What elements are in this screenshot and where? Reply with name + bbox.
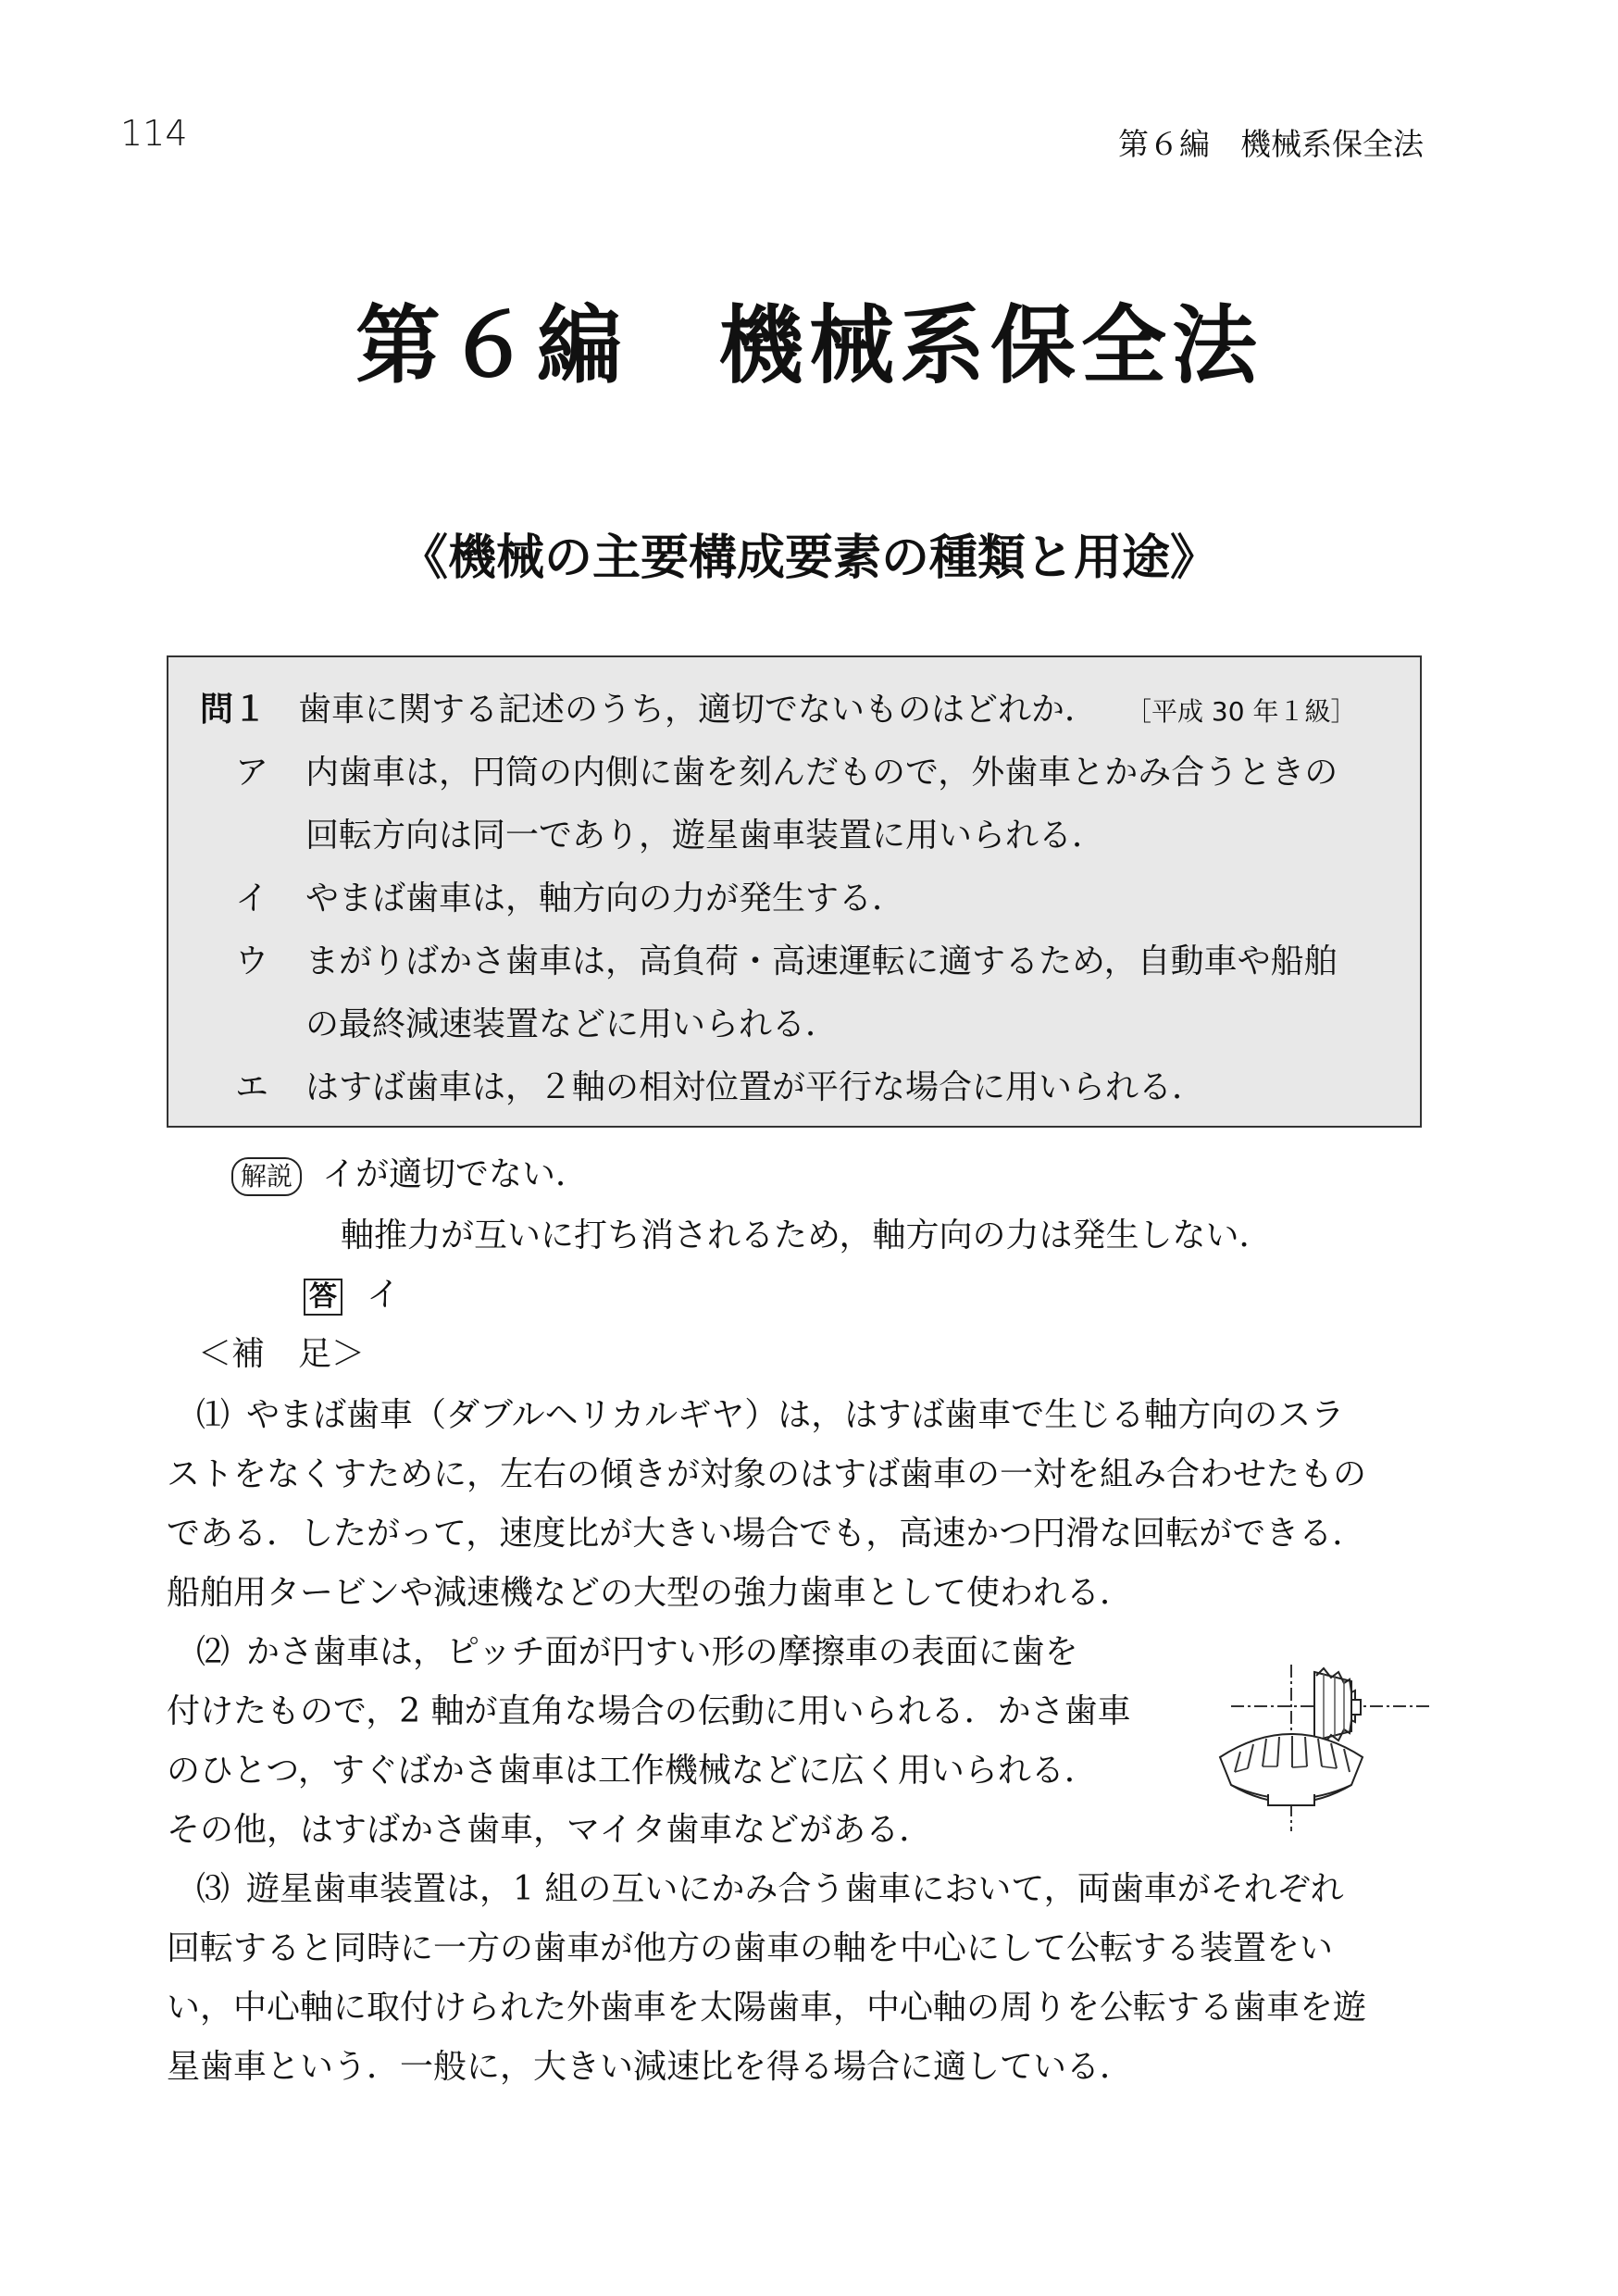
option-text: まがりばかさ歯車は，高負荷・高速運転に適するため，自動車や船舶 bbox=[305, 942, 1338, 980]
running-header: 第６編 機械系保全法 bbox=[1118, 126, 1424, 162]
answer-line bbox=[304, 1268, 400, 1316]
option-text: はすば歯車は，２軸の相対位置が平行な場合に用いられる． bbox=[305, 1068, 1206, 1106]
item-keyword: 遊星歯車装置 bbox=[246, 1870, 447, 1908]
supplement-item-1-line: ストをなくすために，左右の傾きが対象のはすば歯車の一対を組み合わせたもの bbox=[167, 1455, 1367, 1493]
option-u-continued: の最終減速装置などに用いられる． bbox=[305, 1005, 840, 1043]
supplement-item-2-line: その他，はすばかさ歯車，マイタ歯車などがある． bbox=[167, 1811, 933, 1849]
item-keyword: かさ歯車 bbox=[246, 1633, 380, 1671]
option-text: 内歯車は，円筒の内側に歯を刻んだもので，外歯車とかみ合うときの bbox=[305, 754, 1338, 792]
option-a bbox=[235, 746, 1338, 793]
option-key: エ bbox=[235, 1068, 269, 1106]
question-box bbox=[167, 655, 1422, 1128]
supplement-item-2-line: のひとつ，すぐばかさ歯車は工作機械などに広く用いられる． bbox=[167, 1752, 1098, 1790]
supplement-item-2 bbox=[196, 1626, 1078, 1673]
item-text: は，ピッチ面が円すい形の摩擦車の表面に歯を bbox=[380, 1633, 1078, 1671]
option-key: イ bbox=[235, 880, 269, 917]
answer-badge: 答 bbox=[304, 1279, 342, 1316]
page-number: 114 bbox=[120, 113, 188, 154]
bevel-gear-illustration bbox=[1203, 1655, 1435, 1841]
supplement-item-3 bbox=[196, 1863, 1344, 1910]
option-a-continued: 回転方向は同一であり，遊星歯車装置に用いられる． bbox=[305, 817, 1106, 855]
supplement-item-3-line: 星歯車という．一般に，大きい減速比を得る場合に適している． bbox=[167, 2048, 1134, 2086]
option-u bbox=[235, 935, 1338, 982]
item-number: ⑵ bbox=[196, 1633, 230, 1671]
option-e bbox=[235, 1061, 1205, 1108]
option-text: やまば歯車は，軸方向の力が発生する． bbox=[305, 880, 906, 917]
question-source: ［平成 30 年１級］ bbox=[1126, 696, 1357, 727]
answer-value: イ bbox=[367, 1276, 401, 1314]
supplement-item-1-line: である．したがって，速度比が大きい場合でも，高速かつ円滑な回転ができる． bbox=[167, 1515, 1366, 1553]
supplement-item-3-line: 回転すると同時に一方の歯車が他方の歯車の軸を中心にして公転する装置をい bbox=[167, 1929, 1334, 1967]
supplement-item-2-line: 付けたもので，2 軸が直角な場合の伝動に用いられる．かさ歯車 bbox=[167, 1692, 1131, 1730]
supplement-item-1 bbox=[196, 1389, 1344, 1436]
option-i bbox=[235, 872, 905, 919]
item-number: ⑶ bbox=[196, 1870, 230, 1908]
part-title: 第６編 機械系保全法 bbox=[355, 295, 1263, 395]
item-number: ⑴ bbox=[196, 1396, 230, 1434]
option-key: ア bbox=[235, 754, 269, 792]
explanation-badge: 解説 bbox=[231, 1157, 302, 1196]
item-text: は，1 組の互いにかみ合う歯車において，両歯車がそれぞれ bbox=[446, 1870, 1344, 1908]
item-keyword: やまば歯車 bbox=[246, 1396, 414, 1434]
question-stem bbox=[200, 683, 1356, 730]
supplement-item-1-line: 船舶用タービンや減速機などの大型の強力歯車として使われる． bbox=[167, 1574, 1134, 1612]
section-title: 《機械の主要構成要素の種類と用途》 bbox=[399, 530, 1218, 586]
question-text: 歯車に関する記述のうち，適切でないものはどれか． bbox=[298, 691, 1099, 729]
explanation-line-2: 軸推力が互いに打ち消されるため，軸方向の力は発生しない． bbox=[341, 1217, 1273, 1254]
supplement-item-3-line: い，中心軸に取付けられた外歯車を太陽歯車，中心軸の周りを公転する歯車を遊 bbox=[167, 1989, 1367, 2027]
explanation-line-1 bbox=[231, 1148, 589, 1196]
option-key: ウ bbox=[235, 942, 269, 980]
supplement-heading: ＜補 足＞ bbox=[198, 1335, 366, 1373]
question-label: 問１ bbox=[200, 691, 268, 729]
item-text: （ダブルヘリカルギヤ）は，はすば歯車で生じる軸方向のスラ bbox=[413, 1396, 1345, 1434]
explanation-text: イが適切でない． bbox=[322, 1155, 590, 1193]
